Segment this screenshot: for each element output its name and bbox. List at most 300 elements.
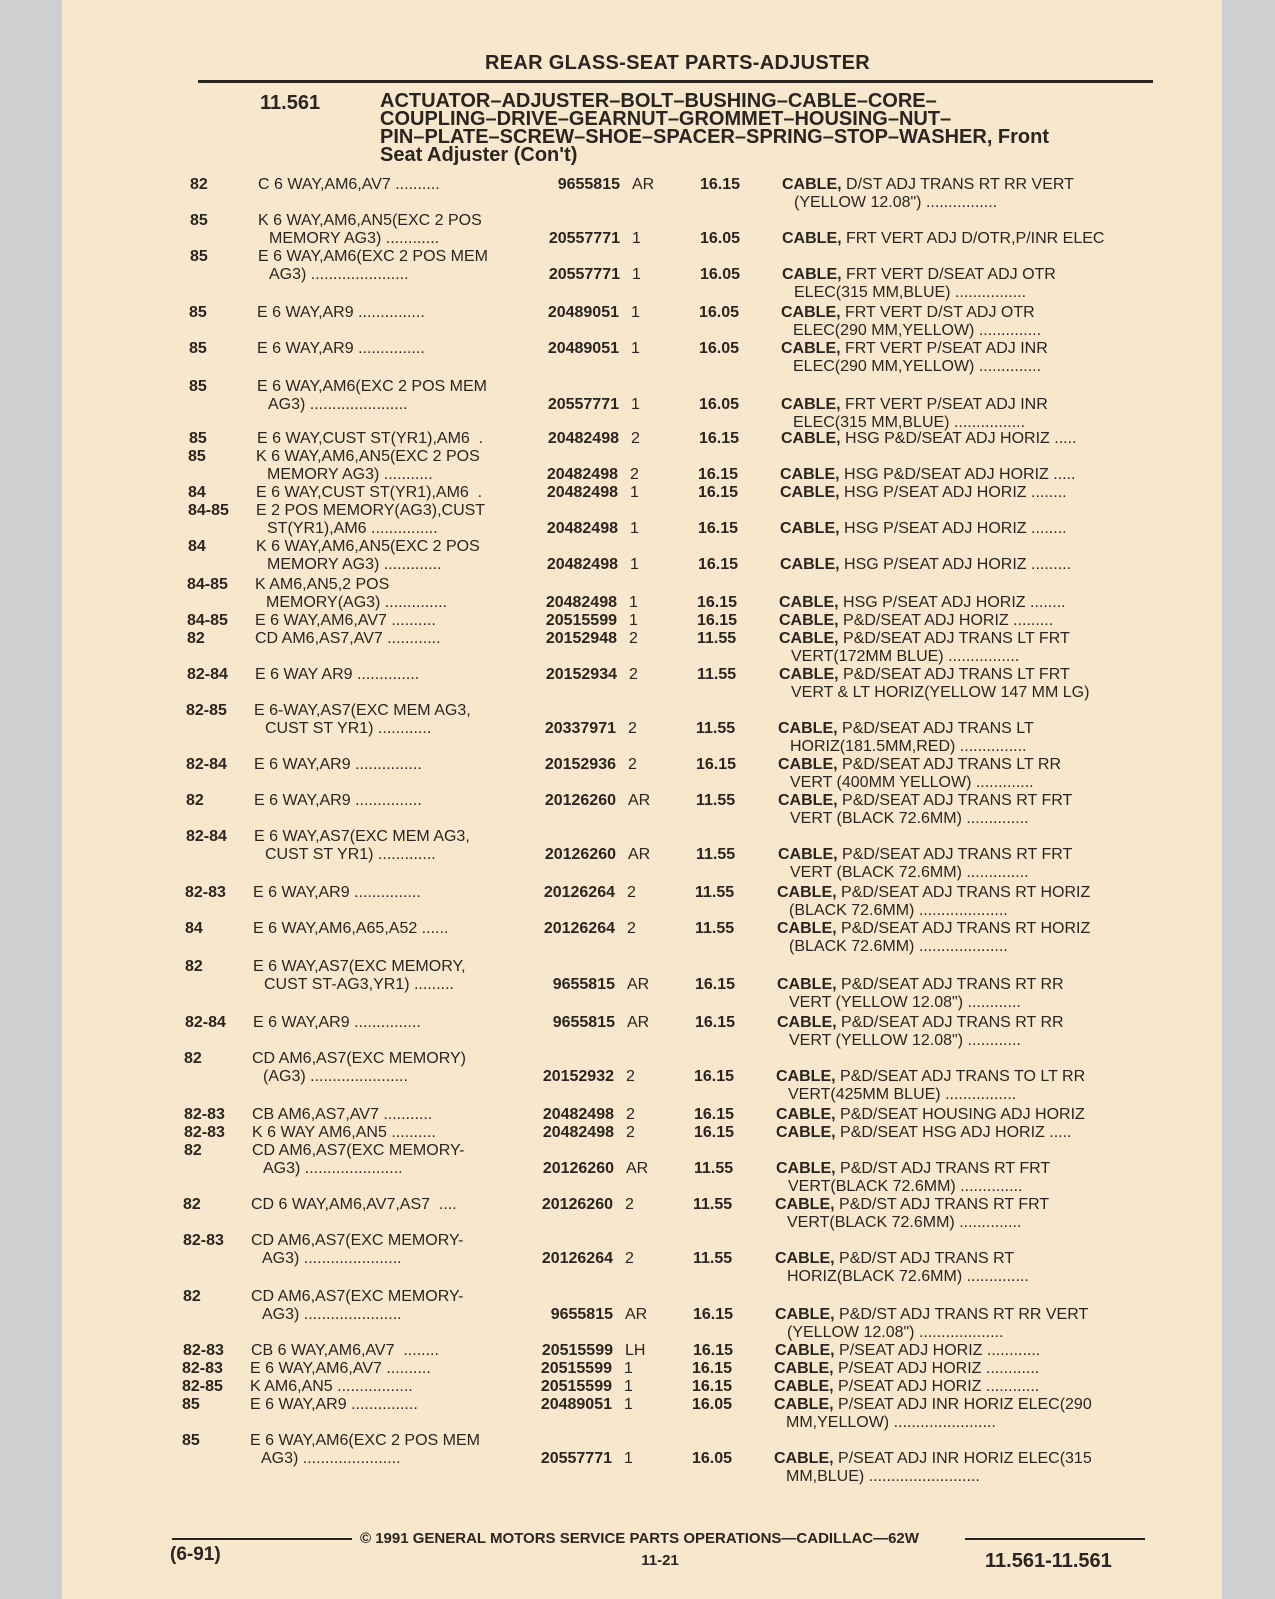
part-name-keyword: CABLE, xyxy=(779,594,839,611)
application-description xyxy=(251,1288,519,1324)
part-name-line: P&D/SEAT ADJ TRANS RT RR xyxy=(841,1014,1064,1031)
quantity: 2 xyxy=(626,1106,635,1123)
part-name-keyword: CABLE, xyxy=(774,1360,834,1377)
part-name-line: P&D/SEAT ADJ TRANS LT RR xyxy=(842,756,1062,773)
model-year: 82 xyxy=(184,1142,202,1159)
group-number: 16.05 xyxy=(692,1450,733,1467)
quantity: AR xyxy=(627,1014,650,1031)
footer-date: (6-91) xyxy=(170,1544,221,1565)
group-number: 16.05 xyxy=(699,304,740,321)
table-row xyxy=(0,1124,1269,1144)
group-number: 16.15 xyxy=(697,594,738,611)
part-name-keyword: CABLE, xyxy=(782,176,842,193)
group-number: 16.15 xyxy=(694,1106,735,1123)
quantity: 1 xyxy=(624,1360,633,1377)
part-name-keyword: CABLE, xyxy=(781,396,841,413)
group-number: 16.15 xyxy=(698,484,739,501)
application-description xyxy=(258,248,526,284)
quantity: AR xyxy=(632,176,655,193)
part-number: 20515599 xyxy=(540,1360,612,1377)
application-description xyxy=(251,1342,519,1360)
application-line: K 6 WAY,AM6,AN5(EXC 2 POS xyxy=(256,538,480,555)
table-row xyxy=(0,1050,1269,1103)
section-title xyxy=(380,92,1140,164)
part-name-line: VERT(BLACK 72.6MM) .............. xyxy=(787,1214,1022,1231)
part-name xyxy=(776,1124,1146,1142)
application-line: CB 6 WAY,AM6,AV7 ........ xyxy=(251,1342,439,1359)
application-description xyxy=(252,1050,520,1086)
quantity: 2 xyxy=(629,666,638,683)
part-number: 9655815 xyxy=(552,1014,615,1031)
part-name-line: P&D/ST ADJ TRANS RT FRT xyxy=(840,1160,1051,1177)
table-row xyxy=(0,792,1271,827)
part-name-keyword: CABLE, xyxy=(782,266,842,283)
part-name-line: P&D/ST ADJ TRANS RT RR VERT xyxy=(839,1306,1089,1323)
part-number: 20126260 xyxy=(544,792,616,809)
group-number: 16.15 xyxy=(692,1378,733,1395)
application-line: K AM6,AN5,2 POS xyxy=(255,576,390,593)
section-title-line: ACTUATOR–ADJUSTER–BOLT–BUSHING–CABLE–CORE– xyxy=(380,90,937,112)
part-name-line: P&D/SEAT ADJ TRANS LT FRT xyxy=(843,630,1070,647)
part-name xyxy=(779,612,1149,630)
part-number: 20126264 xyxy=(543,920,615,937)
part-name-line: VERT (YELLOW 12.08") ............ xyxy=(789,1032,1021,1049)
part-name xyxy=(781,340,1151,376)
section-title-line: PIN–PLATE–SCREW–SHOE–SPACER–SPRING–STOP–WASHER, Front xyxy=(380,126,1050,148)
quantity: 1 xyxy=(630,520,639,537)
quantity: 1 xyxy=(632,266,641,283)
quantity: 1 xyxy=(631,396,640,413)
table-row xyxy=(0,1288,1268,1341)
part-name-keyword: CABLE, xyxy=(779,666,839,683)
table-row xyxy=(0,176,1275,211)
group-number: 16.15 xyxy=(692,1360,733,1377)
part-name xyxy=(775,1196,1145,1232)
quantity: 1 xyxy=(629,612,638,629)
part-name-line: VERT (BLACK 72.6MM) .............. xyxy=(790,864,1029,881)
table-row xyxy=(0,502,1273,537)
part-name xyxy=(782,266,1152,302)
section-number: 11.561 xyxy=(260,92,321,114)
application-line: K AM6,AN5 ................. xyxy=(250,1378,413,1395)
table-row xyxy=(0,756,1271,791)
part-name-line: MM,BLUE) ......................... xyxy=(786,1468,980,1485)
table-row xyxy=(0,666,1272,701)
part-number: 20482498 xyxy=(546,520,618,537)
part-name-line: HSG P/SEAT ADJ HORIZ ........ xyxy=(844,520,1067,537)
application-line: AG3) ...................... xyxy=(262,1250,402,1267)
part-name-keyword: CABLE, xyxy=(776,1160,836,1177)
model-year: 82-83 xyxy=(182,1360,223,1377)
part-number: 20152936 xyxy=(544,756,616,773)
group-number: 16.15 xyxy=(695,1014,736,1031)
part-name xyxy=(777,920,1147,956)
group-number: 11.55 xyxy=(696,720,736,737)
group-number: 16.05 xyxy=(692,1396,733,1413)
application-line: E 6 WAY,AR9 ............... xyxy=(250,1396,418,1413)
quantity: 2 xyxy=(631,430,640,447)
group-number: 16.15 xyxy=(695,976,736,993)
application-line: AG3) ...................... xyxy=(269,266,409,283)
application-line: K 6 WAY,AM6,AN5(EXC 2 POS xyxy=(256,448,480,465)
application-description xyxy=(253,1014,521,1032)
table-row xyxy=(0,1396,1267,1431)
part-name xyxy=(778,846,1148,882)
table-row xyxy=(0,430,1274,450)
part-name xyxy=(779,666,1149,702)
table-row xyxy=(0,1232,1268,1285)
group-number: 16.15 xyxy=(697,612,738,629)
table-row xyxy=(0,1014,1270,1049)
model-year: 82 xyxy=(183,1196,201,1213)
application-line: E 6 WAY,AR9 ............... xyxy=(257,304,425,321)
part-name-line: VERT (400MM YELLOW) ............. xyxy=(790,774,1034,791)
footer-rule-left xyxy=(172,1538,352,1540)
model-year: 82-83 xyxy=(184,1124,225,1141)
part-number: 20337971 xyxy=(544,720,616,737)
group-number: 16.05 xyxy=(699,396,740,413)
application-line: CD AM6,AS7,AV7 ............ xyxy=(255,630,441,647)
quantity: 2 xyxy=(627,920,636,937)
part-name-keyword: CABLE, xyxy=(779,612,839,629)
application-line: AG3) ...................... xyxy=(262,1306,402,1323)
part-number: 20126264 xyxy=(543,884,615,901)
part-name-line: (YELLOW 12.08") ................... xyxy=(787,1324,1004,1341)
part-name-line: HSG P&D/SEAT ADJ HORIZ ..... xyxy=(844,466,1076,483)
application-line: MEMORY(AG3) .............. xyxy=(266,594,448,611)
application-line: K 6 WAY,AM6,AN5(EXC 2 POS xyxy=(258,212,482,229)
part-name-keyword: CABLE, xyxy=(779,630,839,647)
part-name-keyword: CABLE, xyxy=(780,556,840,573)
part-number: 20482498 xyxy=(545,594,617,611)
application-line: E 6 WAY,AR9 ............... xyxy=(253,1014,421,1031)
application-description xyxy=(257,430,525,448)
part-number: 9655815 xyxy=(552,976,615,993)
part-name xyxy=(778,792,1148,828)
part-name-keyword: CABLE, xyxy=(780,484,840,501)
part-name-line: ELEC(315 MM,BLUE) ................ xyxy=(794,284,1027,301)
table-row xyxy=(0,484,1273,504)
part-name xyxy=(781,304,1151,340)
part-name-line: P&D/SEAT ADJ TRANS TO LT RR xyxy=(840,1068,1086,1085)
part-name xyxy=(778,720,1148,756)
part-name xyxy=(782,176,1152,212)
group-number: 16.05 xyxy=(700,266,741,283)
model-year: 82-84 xyxy=(187,666,228,683)
part-name-line: P/SEAT ADJ INR HORIZ ELEC(290 xyxy=(838,1396,1092,1413)
part-name xyxy=(777,1014,1147,1050)
quantity: 2 xyxy=(625,1250,634,1267)
application-description xyxy=(257,340,525,358)
part-name-line: P&D/SEAT ADJ TRANS LT FRT xyxy=(843,666,1070,683)
quantity: 2 xyxy=(627,884,636,901)
application-description xyxy=(255,612,523,630)
model-year: 85 xyxy=(189,378,207,395)
model-year: 85 xyxy=(188,448,206,465)
part-name-line: P&D/SEAT HSG ADJ HORIZ ..... xyxy=(840,1124,1072,1141)
application-line: CD AM6,AS7(EXC MEMORY- xyxy=(251,1232,464,1249)
part-name xyxy=(776,1106,1146,1124)
part-number: 20482498 xyxy=(546,484,618,501)
table-row xyxy=(0,630,1272,665)
part-number: 20489051 xyxy=(547,340,619,357)
model-year: 85 xyxy=(190,212,208,229)
part-number: 20482498 xyxy=(546,556,618,573)
application-description xyxy=(256,448,524,484)
application-description xyxy=(257,304,525,322)
part-name-line: ELEC(315 MM,BLUE) ................ xyxy=(793,414,1026,431)
part-number: 20152932 xyxy=(542,1068,614,1085)
part-name xyxy=(780,556,1150,574)
part-name-line: VERT(425MM BLUE) ................ xyxy=(788,1086,1017,1103)
model-year: 82 xyxy=(183,1288,201,1305)
part-name-keyword: CABLE, xyxy=(774,1450,834,1467)
application-line: CUST ST-AG3,YR1) ......... xyxy=(264,976,454,993)
model-year: 85 xyxy=(190,248,208,265)
application-line: E 6 WAY,AR9 ............... xyxy=(253,884,421,901)
part-name xyxy=(779,630,1149,666)
application-description xyxy=(254,792,522,810)
application-line: (AG3) ...................... xyxy=(263,1068,408,1085)
quantity: 2 xyxy=(626,1068,635,1085)
group-number: 11.55 xyxy=(693,1250,733,1267)
part-name-line: FRT VERT P/SEAT ADJ INR xyxy=(845,396,1048,413)
model-year: 82 xyxy=(190,176,208,193)
part-name xyxy=(777,976,1147,1012)
part-number: 20126260 xyxy=(544,846,616,863)
table-row xyxy=(0,1196,1268,1231)
part-name-line: P&D/SEAT ADJ TRANS RT FRT xyxy=(842,846,1073,863)
part-name-line: P&D/SEAT HOUSING ADJ HORIZ xyxy=(840,1106,1085,1123)
part-name-keyword: CABLE, xyxy=(781,430,841,447)
footer-copyright: © 1991 GENERAL MOTORS SERVICE PARTS OPERATIONS—CADILLAC—62W xyxy=(360,1530,919,1547)
application-line: E 6 WAY,AR9 ............... xyxy=(254,756,422,773)
application-description xyxy=(252,1124,520,1142)
part-name-keyword: CABLE, xyxy=(780,520,840,537)
model-year: 85 xyxy=(189,430,207,447)
part-name-keyword: CABLE, xyxy=(775,1250,835,1267)
part-name xyxy=(780,484,1150,502)
part-name-keyword: CABLE, xyxy=(778,720,838,737)
application-description xyxy=(257,378,525,414)
footer-rule-right xyxy=(965,1538,1145,1540)
part-name-line: P&D/SEAT ADJ TRANS RT FRT xyxy=(842,792,1073,809)
footer-page-number: 11-21 xyxy=(641,1552,679,1569)
application-line: K 6 WAY AM6,AN5 .......... xyxy=(252,1124,436,1141)
application-line: AG3) ...................... xyxy=(263,1160,403,1177)
part-name-line: (BLACK 72.6MM) .................... xyxy=(789,902,1008,919)
application-line: E 2 POS MEMORY(AG3),CUST xyxy=(256,502,486,519)
section-title-line: COUPLING–DRIVE–GEARNUT–GROMMET–HOUSING–NUT– xyxy=(380,108,952,130)
group-number: 16.15 xyxy=(698,556,739,573)
part-name xyxy=(775,1306,1145,1342)
part-name xyxy=(779,594,1149,612)
part-name-keyword: CABLE, xyxy=(778,846,838,863)
quantity: 1 xyxy=(624,1396,633,1413)
application-description xyxy=(251,1196,519,1214)
model-year: 82-85 xyxy=(186,702,227,719)
application-line: E 6 WAY,AM6(EXC 2 POS MEM xyxy=(250,1432,480,1449)
application-line: ST(YR1),AM6 ............... xyxy=(267,520,438,537)
footer-section-range: 11.561-11.561 xyxy=(985,1550,1112,1572)
part-name-keyword: CABLE, xyxy=(776,1124,836,1141)
application-line: CUST ST YR1) ............ xyxy=(265,720,432,737)
page-header-title: REAR GLASS-SEAT PARTS-ADJUSTER xyxy=(485,52,870,74)
part-name-keyword: CABLE, xyxy=(777,1014,837,1031)
part-name-line: ELEC(290 MM,YELLOW) .............. xyxy=(793,358,1042,375)
model-year: 84 xyxy=(185,920,203,937)
part-name xyxy=(774,1378,1144,1396)
part-number: 20515599 xyxy=(540,1378,612,1395)
part-name-line: P/SEAT ADJ INR HORIZ ELEC(315 xyxy=(838,1450,1092,1467)
part-number: 20489051 xyxy=(547,304,619,321)
application-line: E 6 WAY,AM6(EXC 2 POS MEM xyxy=(257,378,487,395)
table-row xyxy=(0,702,1271,755)
part-name-line: FRT VERT P/SEAT ADJ INR xyxy=(845,340,1048,357)
part-number: 20126264 xyxy=(541,1250,613,1267)
part-number: 20557771 xyxy=(547,396,619,413)
quantity: 1 xyxy=(631,340,640,357)
group-number: 11.55 xyxy=(697,666,737,683)
quantity: 2 xyxy=(628,756,637,773)
part-name-line: P&D/SEAT ADJ TRANS RT RR xyxy=(841,976,1064,993)
part-name-line: VERT(172MM BLUE) ................ xyxy=(791,648,1020,665)
part-name xyxy=(778,756,1148,792)
application-description xyxy=(258,212,526,248)
application-description xyxy=(256,538,524,574)
part-name xyxy=(774,1450,1144,1486)
application-line: E 6-WAY,AS7(EXC MEM AG3, xyxy=(254,702,471,719)
quantity: AR xyxy=(627,976,650,993)
application-description xyxy=(253,884,521,902)
part-name-keyword: CABLE, xyxy=(782,230,842,247)
part-number: 20126260 xyxy=(541,1196,613,1213)
model-year: 85 xyxy=(189,340,207,357)
part-name-keyword: CABLE, xyxy=(777,976,837,993)
quantity: AR xyxy=(628,846,651,863)
model-year: 84-85 xyxy=(188,502,229,519)
part-name-line: P&D/SEAT ADJ TRANS RT HORIZ xyxy=(841,920,1091,937)
part-name-line: HORIZ(181.5MM,RED) ............... xyxy=(790,738,1027,755)
model-year: 82-85 xyxy=(182,1378,223,1395)
part-number: 20152934 xyxy=(545,666,617,683)
group-number: 16.15 xyxy=(698,520,739,537)
quantity: 1 xyxy=(630,484,639,501)
part-name xyxy=(775,1250,1145,1286)
table-row xyxy=(0,576,1272,611)
model-year: 85 xyxy=(182,1432,200,1449)
part-number: 9655815 xyxy=(550,1306,613,1323)
application-line: E 6 WAY,AM6,AV7 .......... xyxy=(250,1360,431,1377)
model-year: 84 xyxy=(188,484,206,501)
part-name-line: (BLACK 72.6MM) .................... xyxy=(789,938,1008,955)
quantity: 1 xyxy=(624,1378,633,1395)
part-name-keyword: CABLE, xyxy=(778,756,838,773)
part-name-keyword: CABLE, xyxy=(774,1378,834,1395)
part-name-line: HORIZ(BLACK 72.6MM) .............. xyxy=(787,1268,1029,1285)
part-number: 20557771 xyxy=(548,230,620,247)
part-name-line: FRT VERT D/SEAT ADJ OTR xyxy=(846,266,1056,283)
table-row xyxy=(0,958,1270,1011)
part-name xyxy=(774,1396,1144,1432)
group-number: 11.55 xyxy=(695,920,735,937)
application-line: E 6 WAY,AM6,A65,A52 ...... xyxy=(253,920,449,937)
part-name-keyword: CABLE, xyxy=(780,466,840,483)
model-year: 84-85 xyxy=(187,612,228,629)
part-name xyxy=(780,466,1150,484)
part-number: 20482498 xyxy=(542,1106,614,1123)
table-row xyxy=(0,828,1271,881)
table-row xyxy=(0,448,1273,483)
application-line: MEMORY AG3) ............ xyxy=(269,230,440,247)
table-row xyxy=(0,1378,1267,1398)
model-year: 82-83 xyxy=(183,1342,224,1359)
model-year: 85 xyxy=(182,1396,200,1413)
group-number: 16.15 xyxy=(698,466,739,483)
application-line: C 6 WAY,AM6,AV7 .......... xyxy=(258,176,440,193)
part-number: 20489051 xyxy=(540,1396,612,1413)
part-name-keyword: CABLE, xyxy=(777,920,837,937)
part-name xyxy=(781,396,1151,432)
application-description xyxy=(250,1432,518,1468)
group-number: 16.15 xyxy=(693,1342,734,1359)
quantity: 1 xyxy=(629,594,638,611)
application-line: CB AM6,AS7,AV7 ........... xyxy=(252,1106,433,1123)
application-description xyxy=(251,1232,519,1268)
section-title-line: Seat Adjuster (Con't) xyxy=(380,144,578,166)
table-row xyxy=(0,1342,1268,1362)
model-year: 82 xyxy=(184,1050,202,1067)
model-year: 82-83 xyxy=(183,1232,224,1249)
group-number: 16.05 xyxy=(700,230,741,247)
application-line: E 6 WAY,CUST ST(YR1),AM6 . xyxy=(257,430,484,447)
part-number: 20515599 xyxy=(541,1342,613,1359)
group-number: 11.55 xyxy=(696,792,736,809)
application-description xyxy=(255,630,523,648)
quantity: 1 xyxy=(631,304,640,321)
application-description xyxy=(255,576,523,612)
quantity: 2 xyxy=(629,630,638,647)
application-line: CD AM6,AS7(EXC MEMORY) xyxy=(252,1050,466,1067)
application-line: CD 6 WAY,AM6,AV7,AS7 .... xyxy=(251,1196,457,1213)
part-name xyxy=(780,520,1150,538)
model-year: 82-83 xyxy=(185,884,226,901)
quantity: AR xyxy=(628,792,651,809)
part-name-line: P&D/SEAT ADJ TRANS LT xyxy=(842,720,1034,737)
table-row xyxy=(0,304,1274,339)
part-name-keyword: CABLE, xyxy=(775,1306,835,1323)
group-number: 16.05 xyxy=(699,340,740,357)
table-row xyxy=(0,378,1274,431)
part-name xyxy=(782,230,1152,248)
application-line: E 6 WAY,AS7(EXC MEM AG3, xyxy=(254,828,470,845)
application-line: MEMORY AG3) ........... xyxy=(267,466,433,483)
part-name-keyword: CABLE, xyxy=(776,1068,836,1085)
application-line: AG3) ...................... xyxy=(268,396,408,413)
part-name-line: FRT VERT D/ST ADJ OTR xyxy=(845,304,1035,321)
part-name-line: P/SEAT ADJ HORIZ ............ xyxy=(838,1378,1040,1395)
application-description xyxy=(255,666,523,684)
part-name-line: HSG P/SEAT ADJ HORIZ ........ xyxy=(843,594,1066,611)
header-rule xyxy=(198,80,1153,83)
part-number: 9655815 xyxy=(557,176,620,193)
model-year: 85 xyxy=(189,304,207,321)
model-year: 84-85 xyxy=(187,576,228,593)
application-description xyxy=(253,920,521,938)
part-name-keyword: CABLE, xyxy=(777,884,837,901)
part-name-line: HSG P/SEAT ADJ HORIZ ......... xyxy=(844,556,1072,573)
part-name xyxy=(776,1068,1146,1104)
